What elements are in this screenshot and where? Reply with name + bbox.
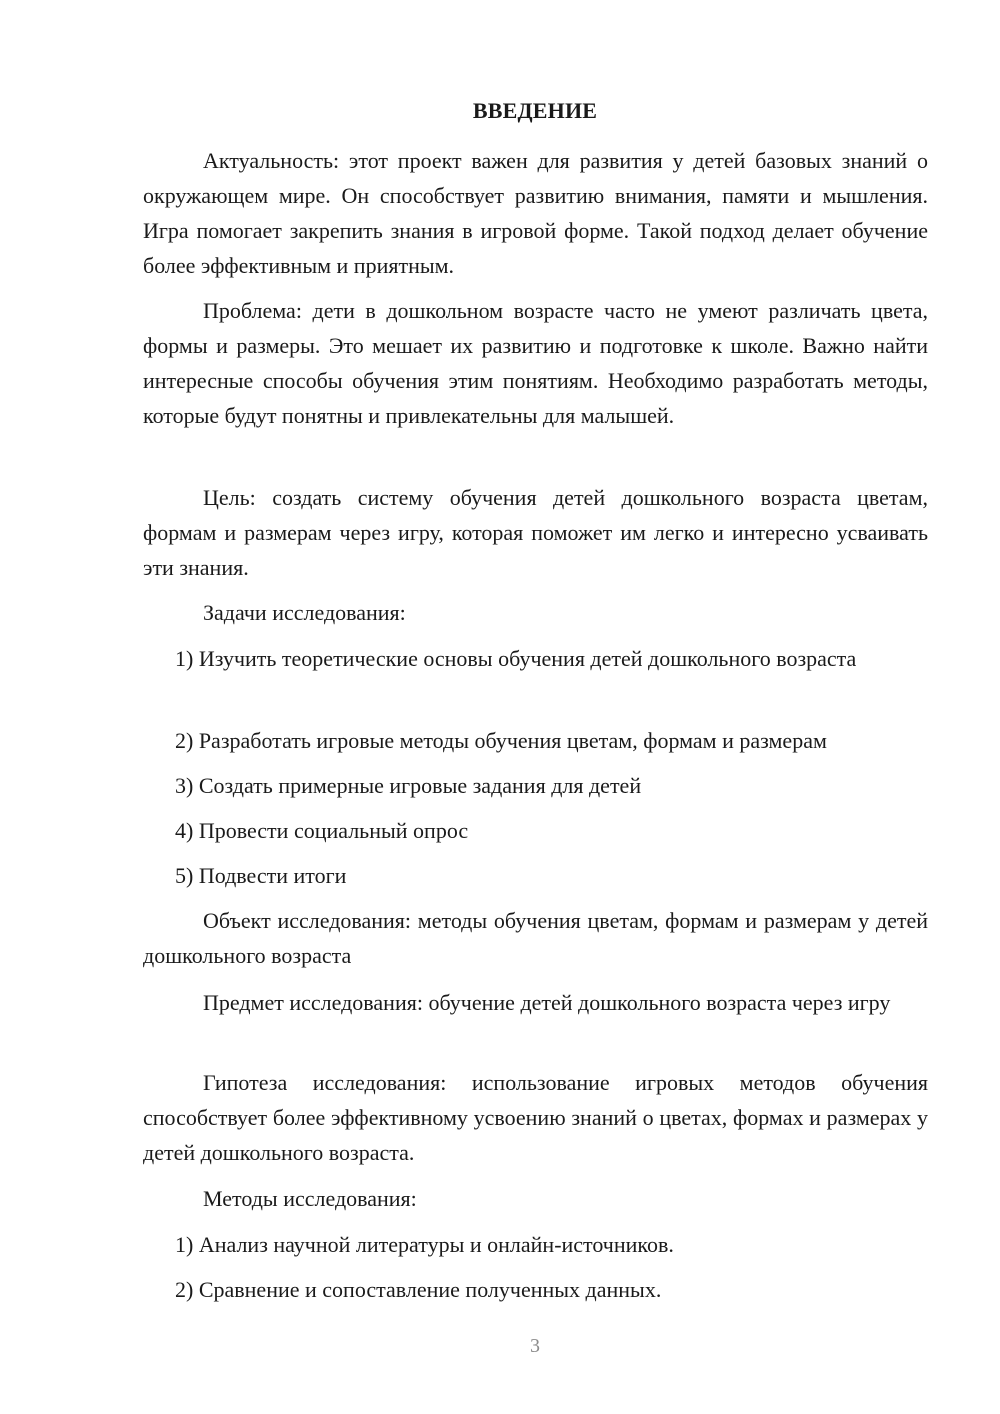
list-item-task-4: 4) Провести социальный опрос [175, 818, 469, 843]
list-item-task-1: 1) Изучить теоретические основы обучения детей дошкольного возраста [175, 646, 857, 671]
list-item-method-2: 2) Сравнение и сопоставление полученных данных. [175, 1277, 662, 1302]
methods-title: Методы исследования: [203, 1186, 417, 1211]
page-number: 3 [530, 1335, 540, 1357]
paragraph-goal: Цель: создать систему обучения детей дошкольного возраста цветам, формам и размерам через игру, которая поможет им легко и интересно усваивать эти знания. [143, 485, 928, 580]
paragraph-object: Объект исследования: методы обучения цветам, формам и размерам у детей дошкольного возраста [143, 908, 928, 968]
list-item-method-1: 1) Анализ научной литературы и онлайн-источников. [175, 1232, 674, 1257]
list-item-task-5: 5) Подвести итоги [175, 863, 347, 888]
list-item-task-3: 3) Создать примерные игровые задания для детей [175, 773, 642, 798]
tasks-title: Задачи исследования: [203, 600, 406, 625]
page-title: ВВЕДЕНИЕ [472, 98, 598, 123]
paragraph-problem: Проблема: дети в дошкольном возрасте часто не умеют различать цвета, формы и размеры. Это мешает их развитию и подготовке к школе. Важно найти интересные способы обучения этим понятиям. Необходимо разработать методы, которые будут понятны и привлекательны для малышей. [143, 298, 928, 428]
list-item-task-2: 2) Разработать игровые методы обучения цветам, формам и размерам [175, 728, 827, 753]
paragraph-subject: Предмет исследования: обучение детей дошкольного возраста через игру [203, 990, 891, 1015]
paragraph-hypothesis: Гипотеза исследования: использование игровых методов обучения способствует более эффективному усвоению знаний о цветах, формах и размерах у детей дошкольного возраста. [143, 1070, 928, 1165]
paragraph-relevance: Актуальность: этот проект важен для развития у детей базовых знаний о окружающем мире. Он способствует развитию внимания, памяти и мышления. Игра помогает закрепить знания в игровой форме. Такой подход делает обучение более эффективным и приятным. [143, 148, 928, 278]
